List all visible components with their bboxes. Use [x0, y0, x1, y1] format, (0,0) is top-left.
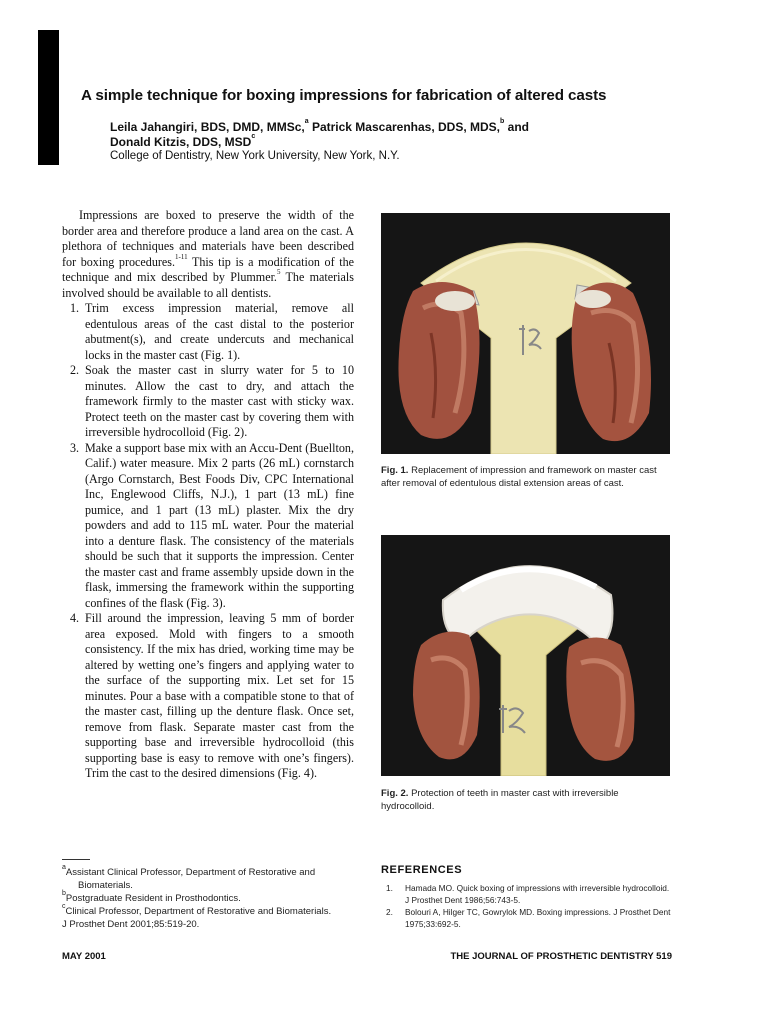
figure-2-label: Fig. 2. [381, 788, 409, 799]
footnote-rule [62, 859, 90, 860]
footnote-b-text: Postgraduate Resident in Prosthodontics. [65, 893, 241, 904]
figure-1-caption [381, 464, 671, 490]
step-number: 3. [70, 440, 80, 455]
step-item [62, 441, 354, 612]
footnote-c-text: Clinical Professor, Department of Restorative and Biomaterials. [65, 906, 332, 917]
section-marker-bar [38, 30, 59, 165]
author-1: Leila Jahangiri, BDS, DMD, MMSc, [110, 120, 305, 134]
intro-text-1: Impressions are boxed to preserve the width of the border area and therefore produce a land area on the cast. A plethora of techniques and materials have been described for boxing procedures. [62, 208, 354, 269]
step-text: Make a support base mix with an Accu-Dent (Buellton, Calif.) water measure. Mix 2 parts (26 mL) cornstarch (Argo Cornstarch, Best Foods Div, CPC International Inc, Englewood Cliffs, N.J.), 1 part (13 mL) fine pumice, and 1 part (13 mL) plaster. Mix the dry powders and add to 115 mL water. Pour the material into a denture flask. The consistency of the materials should be such that it supports the impression. Center the master cast and frame assembly upside down in the flask, immersing the framework within the supporting confines of the flask (Fig. 3). [85, 440, 354, 610]
reference-number: 2. [386, 907, 393, 917]
footer-journal-page: THE JOURNAL OF PROSTHETIC DENTISTRY 519 [450, 951, 672, 962]
footnote-a-mark: a [62, 864, 66, 871]
references-list [381, 882, 671, 930]
references-heading: REFERENCES [381, 864, 463, 876]
reference-item [381, 882, 671, 906]
step-number: 1. [70, 301, 80, 315]
author-3: Donald Kitzis, DDS, MSD [110, 135, 252, 149]
step-text: Fill around the impression, leaving 5 mm of border area exposed. Mold with fingers to a smooth consistency. If the mix has dried, working time may be altered by wetting one’s fingers and applying water to the surface of the supporting mix. Let set for 15 minutes. Pour a base with a compatible stone to that of the master cast, filling up the denture flask. Once set, remove from flask. Separate master cast from the supporting base and irreversible hydrocolloid (this supporting base is easy to remove with one’s fingers). Trim the cast to the desired dimensions (Fig. 4). [85, 611, 354, 780]
intro-paragraph [62, 208, 354, 301]
footnote-b [62, 892, 354, 905]
article-body [62, 208, 354, 782]
affiliation: College of Dentistry, New York University, New York, N.Y. [110, 150, 400, 162]
step-number: 4. [70, 611, 80, 625]
figure-2-photo [381, 535, 670, 776]
footnote-c-mark: c [62, 903, 66, 910]
article-title: A simple technique for boxing impressions for fabrication of altered casts [81, 87, 607, 104]
footnote-a [62, 866, 354, 879]
reference-text: Hamada MO. Quick boxing of impressions with irreversible hydrocolloid. J Prosthet Dent 1986;56:743-5. [405, 883, 670, 905]
intro-text-2: This tip is a modification of the technique and mix described by Plummer. [62, 254, 354, 284]
footnote-a-text: Assistant Clinical Professor, Department of Restorative and [65, 867, 316, 878]
journal-citation: J Prosthet Dent 2001;85:519-20. [62, 919, 200, 930]
step-text: Soak the master cast in slurry water for 5 to 10 minutes. Allow the cast to dry, and attach the framework firmly to the master cast with sticky wax. Protect teeth on the master cast by covering them with irreversible hydrocolloid (Fig. 2). [85, 363, 354, 439]
figure-2-caption [381, 787, 671, 813]
author-1-mark: a [304, 118, 309, 125]
footnote-c [62, 905, 354, 918]
step-item [62, 611, 354, 782]
reference-text: Bolouri A, Hilger TC, Gowrylok MD. Boxing impressions. J Prosthet Dent 1975;33:692-5. [405, 907, 671, 929]
figure-1-caption-text: Replacement of impression and framework on master cast after removal of edentulous distal extension areas of cast. [381, 465, 657, 489]
step-text: Trim excess impression material, remove all edentulous areas of the cast distal to the posterior abutment(s), and create undercuts and mechanical locks in the master cast (Fig. 1). [85, 301, 354, 362]
author-2: Patrick Mascarenhas, DDS, MDS, [308, 120, 501, 134]
author-3-mark: c [251, 133, 256, 140]
procedure-steps [62, 301, 354, 782]
step-number: 2. [70, 363, 80, 377]
reference-number: 1. [386, 883, 393, 893]
figure-1-label: Fig. 1. [381, 465, 409, 476]
footer-date: MAY 2001 [62, 951, 106, 962]
step-item [62, 301, 354, 363]
figure-1-photo [381, 213, 670, 454]
footnotes [62, 866, 354, 931]
author-list [110, 120, 630, 150]
author-2-mark: b [500, 118, 505, 125]
step-item [62, 363, 354, 441]
figure-2-caption-text: Protection of teeth in master cast with irreversible hydrocolloid. [381, 788, 619, 812]
citation-mark-2: 5 [276, 268, 281, 276]
footnote-b-mark: b [62, 890, 66, 897]
footnote-a-continued: Biomaterials. [78, 880, 133, 891]
citation-mark-1: 1-11 [175, 252, 188, 261]
author-conjunction: and [504, 120, 529, 134]
intro-text-3: The materials involved should be available to all dentists. [62, 270, 354, 300]
reference-item [381, 906, 671, 930]
